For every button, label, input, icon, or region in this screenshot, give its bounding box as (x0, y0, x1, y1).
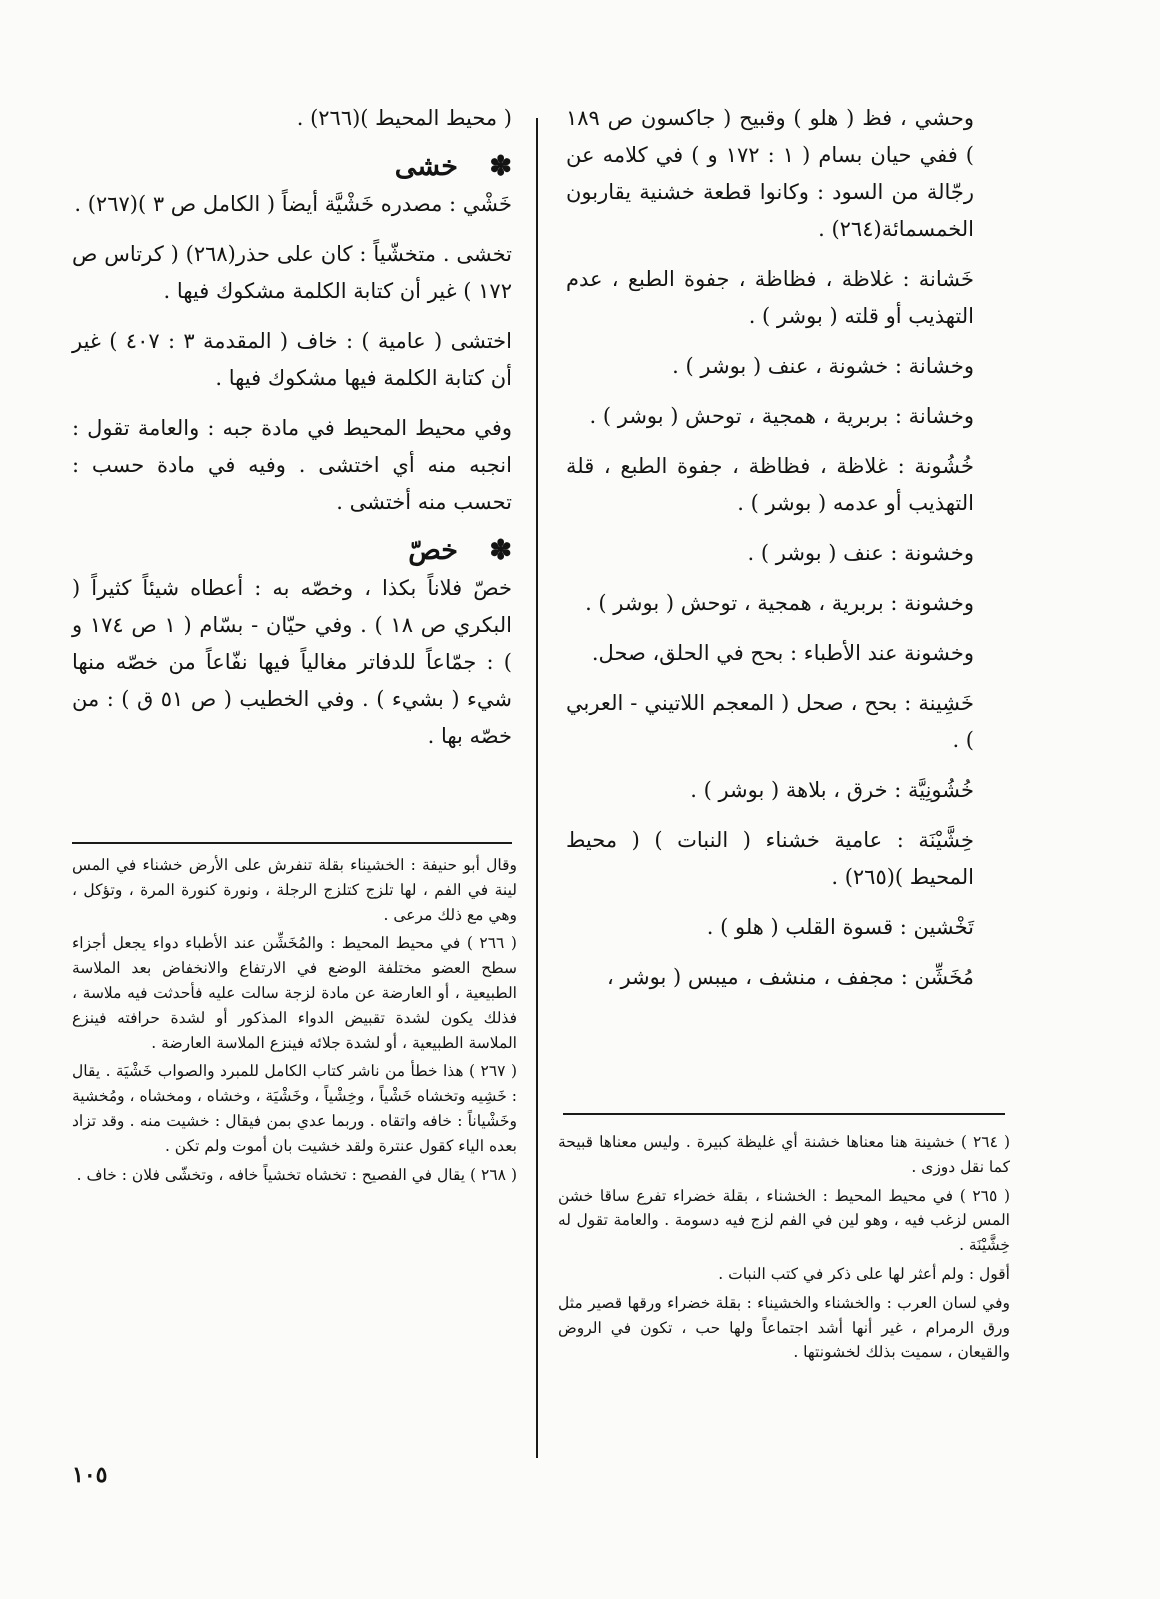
footnote-number: ( ٢٦٨ ) (470, 1165, 517, 1184)
page-number: ١٠٥ (72, 1462, 108, 1488)
entry-khashy: خَشْي : مصدره خَشْيَّة أيضاً ( الكامل ص ٣ )(٢٦٧) . (74, 192, 512, 216)
entry-khushuna-2: وخشونة : عنف ( بوشر ) . (747, 541, 974, 565)
footnote-number: ( ٢٦٦ ) (466, 934, 517, 953)
footnote-267 (72, 1059, 517, 1158)
entry-khashana-3: وخشانة : بربرية ، همجية ، توحش ( بوشر ) . (589, 404, 974, 428)
footnote-rule-right (563, 1113, 1005, 1115)
footnote-rule-left (72, 842, 512, 844)
footnote-264 (558, 1130, 1010, 1180)
entry-khass: خصّ فلاناً بكذا ، وخصّه به : أعطاه شيئاً كثيراً ( البكري ص ١٨ ) . وفي حيّان - بسّام ( ١ ص ١٧٤ و ) : جمّاعاً للدفاتر مغالياً فيها نفّاعاً من خصّه منها شيء ( بشيء ) . وفي الخطيب ( ص ٥١ ق ) : من خصّه بها . (72, 576, 513, 748)
right-column (566, 100, 974, 1009)
footnote-265-cont-1 (558, 1262, 1010, 1287)
footnote-text: في محيط المحيط : الخشناء ، بقلة خضراء تفرع ساقا خشن المس لزغب فيه ، وهو لين في الفم لزج فيه دسومة . والعامة تقول له خِشَّيْنَة . (558, 1186, 1010, 1255)
entry-ikhtasha: اختشى ( عامية ) : خاف ( المقدمة ٣ : ٤٠٧ ) غير أن كتابة الكلمة فيها مشكوك فيها . (72, 329, 512, 390)
footnote-text: يقال في الفصيح : تخشاه تخشياً خافه ، وتخشّى فلان : خاف . (76, 1165, 466, 1184)
entry-mukhashshin: مُخَشِّن : مجفف ، منشف ، ميبس ( بوشر ، (607, 965, 974, 989)
footnotes-left (72, 853, 517, 1191)
footnote-text: وفي لسان العرب : والخشناء والخشيناء : بقلة خضراء ورقها قصير مثل ورق الرمرام ، غير أنها أشد اجتماعاً ولها حب ، تكون في الروض والقيعان ، سميت بذلك لخشونتها . (558, 1293, 1010, 1362)
footnote-number: ( ٢٦٧ ) (469, 1062, 517, 1081)
entry-khushuna-1: خُشُونة : غلاظة ، فظاظة ، جفوة الطبع ، قلة التهذيب أو عدمه ( بوشر ) . (566, 454, 974, 515)
entry-intro-ref: ( محيط المحيط )(٢٦٦) . (296, 106, 512, 130)
entry-khashana-2: وخشانة : خشونة ، عنف ( بوشر ) . (672, 354, 974, 378)
heading-khashy (72, 150, 512, 184)
entry-khushuna-4: وخشونة عند الأطباء : بحح في الحلق، صحل. (591, 641, 974, 665)
footnote-text: وقال أبو حنيفة : الخشيناء بقلة تنفرش على الأرض خشناء في المس لينة في الفم ، لها تلزج كتلزج الرجلة ، ونورة كنورة المرة ، وتؤكل ، وهي مع ذلك مرعى . (72, 856, 517, 924)
star-icon: ✽ (489, 535, 512, 566)
footnote-text: أقول : ولم أعثر لها على ذكر في كتب النبات . (718, 1264, 1010, 1283)
heading-khashy-label: خشى (394, 151, 458, 182)
footnote-265 (558, 1184, 1010, 1258)
left-column (72, 100, 512, 768)
column-divider (536, 118, 538, 1458)
heading-khass (72, 534, 512, 568)
footnote-266 (72, 931, 517, 1055)
entry-khashana-1: خَشانة : غلاظة ، فظاظة ، جفوة الطبع ، عدم التهذيب أو قلته ( بوشر ) . (566, 267, 974, 328)
footnote-number: ( ٢٦٥ ) (959, 1186, 1011, 1205)
heading-khass-label: خصّ (408, 535, 458, 566)
footnote-text: هذا خطأ من ناشر كتاب الكامل للمبرد والصواب خَشْيَة . يقال : خَشِيه وتخشاه خَشْياً ، وخِشْياً ، وخَشْيَة ، وخشاه ، ومخشاه ، ومُخشية وخَشْياناً : خافه واتقاه . وربما عدي بمن فيقال : خشيت منه . وقد تزاد بعده الياء كقول عنترة ولقد خشيت بان أموت ولم تكن . (72, 1062, 517, 1155)
entry-khishshayna: خِشَّيْنَة : عامية خشناء ( النبات ) ( محيط المحيط )(٢٦٥) . (566, 828, 974, 889)
entry-wahshi: وحشي ، فظ ( هلو ) وقبيح ( جاكسون ص ١٨٩ ) ففي حيان بسام ( ١ : ١٧٢ و ) في كلامه عن رجّالة من السود : وكانوا قطعة خشنية يقاربون الخمسمائة(٢٦٤) . (566, 106, 974, 241)
entry-khushuniyya: خُشُونِيَّة : خرق ، بلاهة ( بوشر ) . (690, 778, 974, 802)
footnote-265-cont-3 (72, 853, 517, 927)
entry-khashina: خَشِينة : بحح ، صحل ( المعجم اللاتيني - العربي ) . (566, 691, 974, 752)
footnote-text: في محيط المحيط : والمُخَشِّن عند الأطباء دواء يجعل أجزاء سطح العضو مختلفة الوضع في الارتفاع والانخفاض بعد الملاسة الطبيعية ، أو العارضة عن مادة لزجة سالت عليه فأحدثت فيه ملاسة ، فذلك يكون لشدة تقبيض الدواء المذكور أو لشدة حرافته فينزع الملاسة الطبيعية ، أو لشدة جلائه فينزع الملاسة العارضة . (72, 934, 517, 1052)
entry-khushuna-3: وخشونة : بربرية ، همجية ، توحش ( بوشر ) . (585, 591, 974, 615)
footnote-265-cont-2 (558, 1291, 1010, 1365)
footnote-268 (72, 1163, 517, 1188)
footnote-number: ( ٢٦٤ ) (960, 1133, 1011, 1151)
entry-takhasha: تخشى . متخشّياً : كان على حذر(٢٦٨) ( كرتاس ص ١٧٢ ) غير أن كتابة الكلمة مشكوك فيها . (72, 242, 512, 303)
star-icon: ✽ (489, 151, 512, 182)
entry-takhshin: تَخْشين : قسوة القلب ( هلو ) . (706, 915, 974, 939)
entry-muhit: وفي محيط المحيط في مادة جبه : والعامة تقول : انجبه منه أي اختشى . وفيه في مادة حسب : تحسب منه أختشى . (72, 416, 512, 514)
footnotes-right (558, 1130, 1010, 1369)
footnote-text: خشينة هنا معناها خشنة أي غليظة كبيرة . وليس معناها قبيحة كما نقل دوزى . (558, 1133, 1010, 1176)
